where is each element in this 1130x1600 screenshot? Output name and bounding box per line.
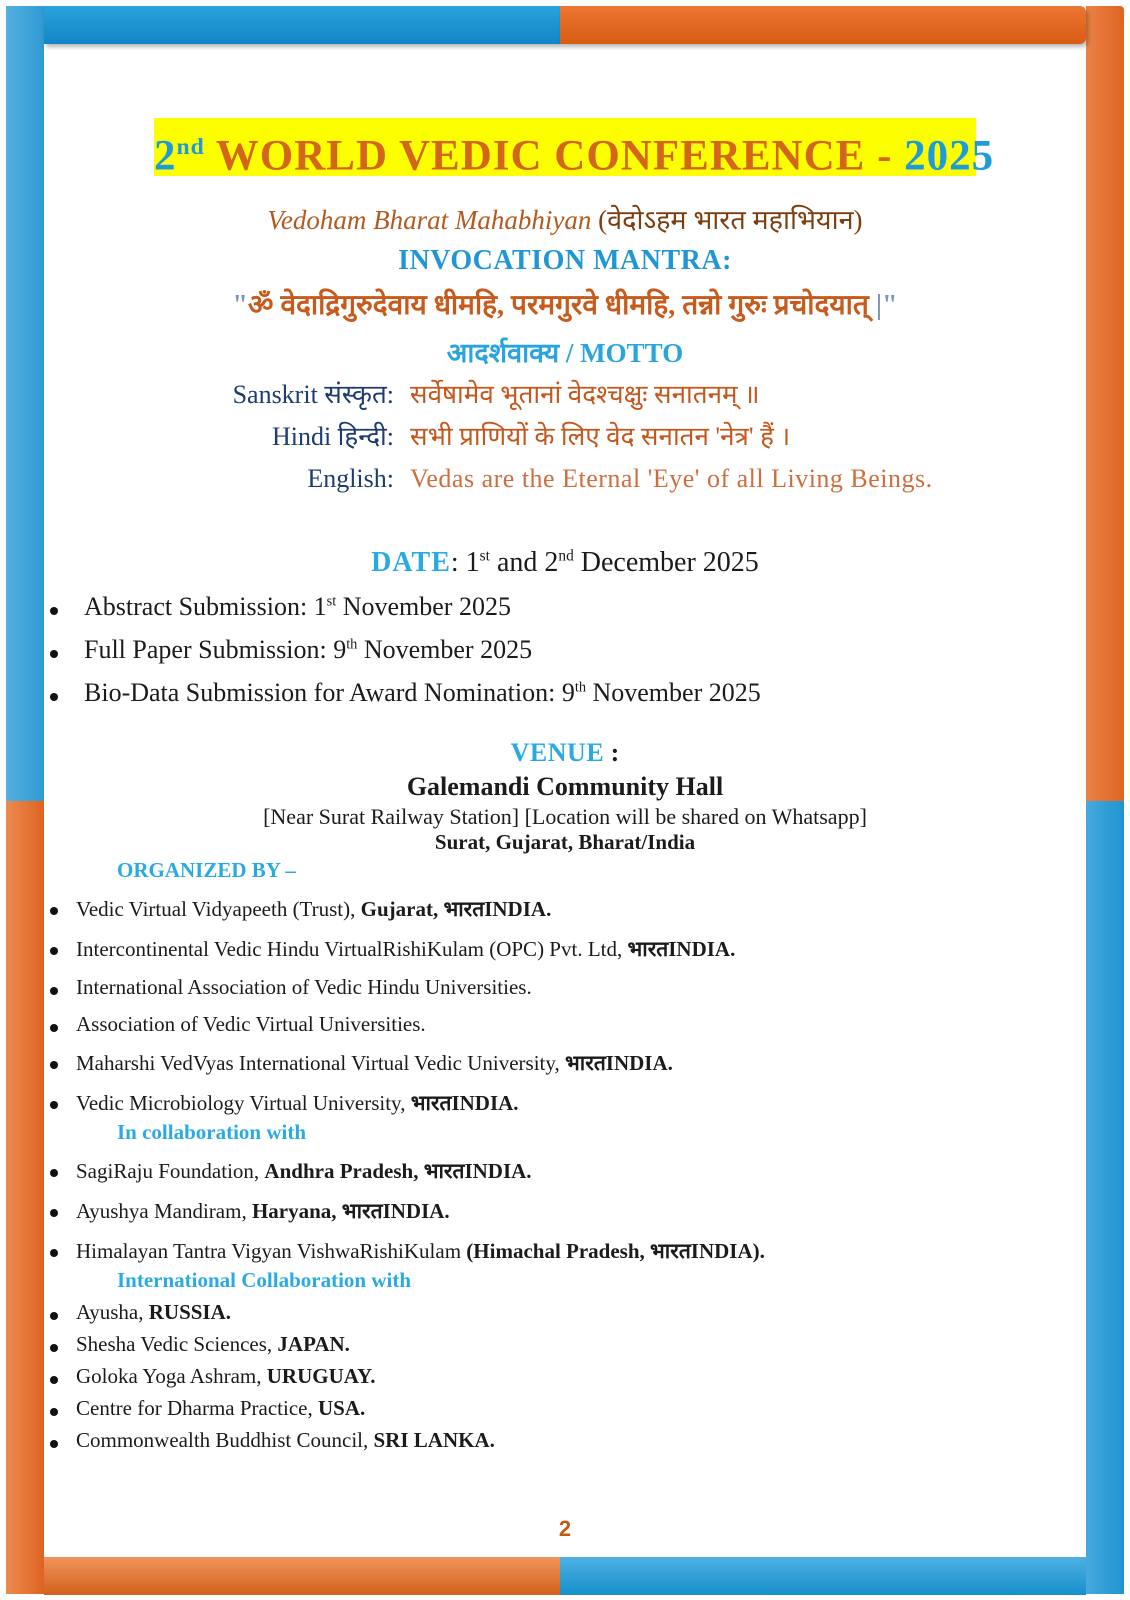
frame-bar-top-right: [560, 6, 1086, 44]
motto-text-english: Vedas are the Eternal 'Eye' of all Living Beings.: [410, 463, 933, 493]
date-rest: December 2025: [573, 547, 759, 579]
list-item: [44, 935, 1086, 963]
partner-country: URUGUAY.: [266, 1364, 376, 1389]
title-year: 2025: [904, 132, 995, 180]
list-item: [44, 1089, 1086, 1117]
motto-text-sanskrit: सर्वेषामेव भूतानां वेदश्चक्षुः सनातनम् ॥: [410, 380, 760, 409]
invocation-mantra: [44, 285, 1086, 323]
title-number: 2: [154, 132, 177, 180]
date-label: DATE: [371, 547, 451, 579]
mantra-open-quote: ": [232, 290, 248, 321]
partner-country: SRI LANKA.: [373, 1428, 495, 1453]
list-item: [44, 1237, 1086, 1265]
mantra-close-quote: |": [868, 290, 898, 321]
organizer-location: Gujarat, भारतINDIA.: [360, 897, 552, 922]
subtitle-latin: Vedoham Bharat Mahabhiyan: [267, 205, 592, 235]
list-item: [44, 1049, 1086, 1077]
collaborator-name: SagiRaju Foundation,: [76, 1159, 265, 1184]
organizer-name: Vedic Microbiology Virtual University,: [76, 1091, 411, 1116]
date-day1-ordinal: st: [479, 548, 490, 566]
partner-name: Shesha Vedic Sciences,: [76, 1332, 278, 1357]
partner-name: Ayusha,: [76, 1300, 149, 1325]
organizer-location: भारतINDIA.: [565, 1051, 673, 1076]
frame-bar-left-bottom: [6, 801, 44, 1594]
frame-bar-left-top: [6, 6, 44, 801]
frame-bar-right-bottom: [1086, 801, 1124, 1594]
frame-bar-top-left: [44, 6, 560, 44]
date-day1: 1: [465, 547, 480, 579]
list-item: [44, 592, 1086, 622]
list-item: [44, 1012, 1086, 1037]
deadline-date: November 2025: [336, 592, 511, 622]
date-line: [44, 547, 1086, 579]
motto-label-english: English:: [307, 463, 394, 493]
title-ordinal: nd: [176, 134, 205, 160]
deadline-date: November 2025: [585, 678, 761, 708]
motto-row-hindi: [44, 420, 1086, 454]
list-item: [44, 895, 1086, 923]
partner-name: Goloka Yoga Ashram,: [76, 1364, 267, 1389]
venue-hall: Galemandi Community Hall: [406, 772, 724, 802]
deadline-text: Abstract Submission: 1: [84, 592, 327, 622]
collaborator-location: Andhra Pradesh, भारतINDIA.: [264, 1159, 532, 1184]
collaborator-name: Himalayan Tantra Vigyan VishwaRishiKulam: [76, 1239, 467, 1264]
collaboration-list: [44, 1157, 1086, 1265]
date-day2-ordinal: nd: [558, 548, 574, 566]
venue-word: VENUE: [510, 738, 605, 768]
partner-name: Commonwealth Buddhist Council,: [76, 1428, 374, 1453]
conference-title: [154, 118, 995, 180]
list-item: [44, 1197, 1086, 1225]
title-main: WORLD VEDIC CONFERENCE -: [204, 132, 905, 180]
date-colon: :: [450, 547, 466, 579]
deadline-text: Full Paper Submission: 9: [84, 635, 347, 665]
venue-city: Surat, Gujarat, Bharat/India: [434, 830, 696, 855]
list-item: [44, 1396, 1086, 1421]
list-item: [44, 1300, 1086, 1325]
international-collaboration-list: [44, 1300, 1086, 1453]
organizer-name: Vedic Virtual Vidyapeeth (Trust),: [76, 897, 361, 922]
motto-label-sanskrit: Sanskrit संस्कृत:: [232, 380, 394, 409]
partner-country: USA.: [317, 1396, 366, 1421]
page-number: 2: [558, 1516, 572, 1541]
subtitle-devanagari: (वेदोऽहम भारत महाभियान): [591, 205, 863, 235]
venue-heading: [44, 738, 1086, 768]
subtitle: [44, 200, 1086, 237]
collaboration-heading: In collaboration with: [117, 1120, 307, 1145]
mantra-text: ॐ वेदाद्रिगुरुदेवाय धीमहि, परमगुरवे धीमहि, तन्नो गुरुः प्रचोदयात्: [247, 290, 869, 321]
list-item: [44, 1332, 1086, 1357]
organizer-name: Intercontinental Vedic Hindu VirtualRishiKulam (OPC) Pvt. Ltd,: [76, 937, 628, 962]
partner-name: Centre for Dharma Practice,: [76, 1396, 318, 1421]
organizer-location: भारतINDIA.: [627, 937, 736, 962]
deadline-ordinal: th: [346, 636, 358, 653]
frame-bar-bottom-right: [560, 1557, 1086, 1595]
list-item: [44, 1364, 1086, 1389]
international-collaboration-heading: International Collaboration with: [117, 1268, 412, 1293]
list-item: [44, 635, 1086, 665]
deadline-list: [44, 592, 1086, 708]
motto-heading: आदर्शवाक्य / MOTTO: [446, 338, 684, 368]
deadline-ordinal: th: [574, 679, 586, 696]
list-item: [44, 1157, 1086, 1185]
date-and: and: [489, 547, 545, 579]
deadline-date: November 2025: [357, 635, 533, 665]
partner-country: JAPAN.: [277, 1332, 350, 1357]
partner-country: RUSSIA.: [148, 1300, 232, 1325]
motto-row-english: [44, 462, 1086, 496]
list-item: [44, 975, 1086, 1000]
motto-label-hindi: Hindi हिन्दी:: [271, 421, 394, 451]
organized-by-heading: ORGANIZED BY –: [117, 858, 296, 883]
motto-text-hindi: सभी प्राणियों के लिए वेद सनातन 'नेत्र' हैं ।: [410, 421, 791, 451]
collaborator-location: Haryana, भारतINDIA.: [251, 1199, 450, 1224]
frame-bar-right-top: [1086, 6, 1124, 801]
date-day2: 2: [544, 547, 559, 579]
organizer-name: Association of Vedic Virtual Universities.: [76, 1012, 426, 1037]
organized-by-list: [44, 895, 1086, 1117]
list-item: [44, 1428, 1086, 1453]
organizer-location: भारतINDIA.: [410, 1091, 519, 1116]
document-content: [44, 44, 1086, 1453]
frame-bar-bottom-left: [44, 1557, 560, 1595]
collaborator-name: Ayushya Mandiram,: [76, 1199, 252, 1224]
motto-row-sanskrit: [44, 378, 1086, 412]
venue-note: [Near Surat Railway Station] [Location will be shared on Whatsapp]: [263, 804, 867, 830]
list-item: [44, 678, 1086, 708]
organizer-name: International Association of Vedic Hindu Universities.: [76, 975, 532, 1000]
venue-colon: :: [604, 738, 620, 768]
invocation-heading: INVOCATION MANTRA:: [398, 245, 732, 276]
deadline-text: Bio-Data Submission for Award Nomination: 9: [84, 678, 575, 708]
organizer-name: Maharshi VedVyas International Virtual Vedic University,: [76, 1051, 566, 1076]
collaborator-location: (Himachal Pradesh, भारतINDIA).: [466, 1239, 765, 1264]
deadline-ordinal: st: [326, 593, 337, 610]
